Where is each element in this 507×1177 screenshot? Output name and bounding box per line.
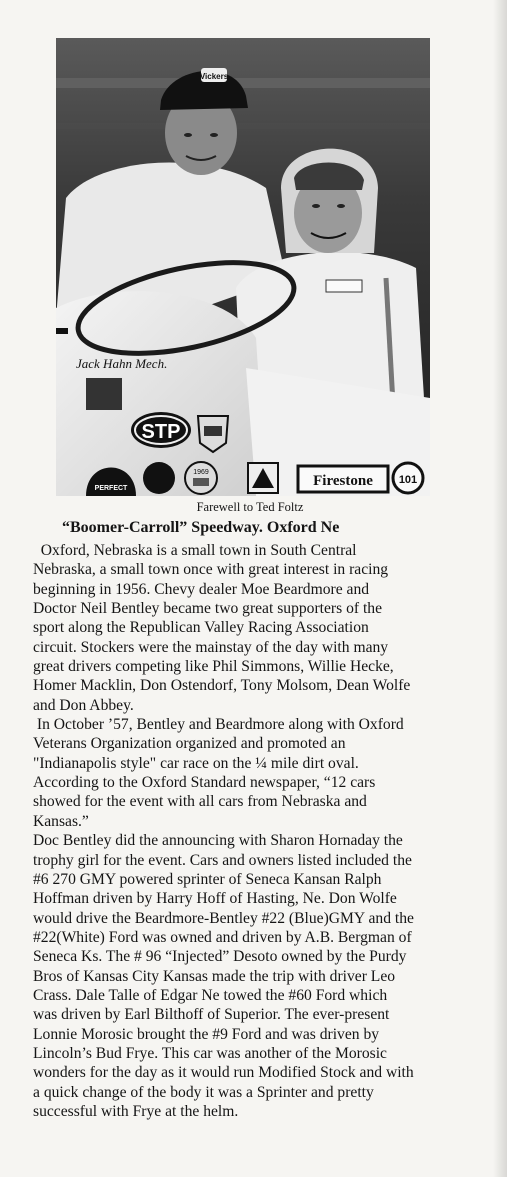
text-line: trophy girl for the event. Cars and owners listed included the [33, 851, 412, 869]
text-line: great drivers competing like Phil Simmons, Willie Hecke, [33, 658, 394, 676]
paragraph-2 [33, 715, 493, 831]
text-line: Doctor Neil Bentley became two great supporters of the [33, 600, 383, 618]
text-line: showed for the event with all cars from Nebraska and [33, 793, 367, 811]
round-decal-dark [143, 462, 175, 494]
article-body [33, 541, 493, 1121]
text-line: beginning in 1956. Chevy dealer Moe Beardmore and [33, 580, 370, 598]
text-line: circuit. Stockers were the mainstay of the day with many [33, 638, 389, 656]
text-line: successful with Frye at the helm. [33, 1102, 239, 1120]
text-line: was driven by Earl Bilthoff of Superior. The ever-present [33, 1006, 390, 1024]
article-headline: “Boomer-Carroll” Speedway. Oxford Ne [62, 519, 340, 536]
paragraph-1 [33, 541, 493, 715]
text-line: #22(White) Ford was owned and driven by A.B. Bergman of [33, 928, 412, 946]
firestone-decal [298, 466, 388, 492]
race-photo [56, 38, 430, 496]
text-line: Hoffman driven by Harry Hoff of Hasting, Ne. Don Wolfe [33, 890, 397, 908]
text-line: "Indianapolis style" car race on the ¼ mile dirt oval. [33, 754, 359, 772]
page-edge-shadow [493, 0, 507, 1177]
perfect-logo-text: PERFECT [94, 485, 128, 492]
year-decal-text: 1969 [193, 469, 209, 476]
text-line: Oxford, Nebraska is a small town in South Central [33, 542, 357, 559]
101-decal [393, 463, 423, 493]
text-line: Lincoln’s Bud Frye. This car was another of the Morosic [33, 1044, 387, 1062]
paragraph-3 [33, 831, 493, 1121]
text-line: In October ’57, Bentley and Beardmore along with Oxford [33, 716, 404, 734]
photo-caption: Farewell to Ted Foltz [196, 500, 304, 514]
text-line: Crass. Dale Talle of Edgar Ne towed the #60 Ford which [33, 986, 388, 1004]
stp-logo-text: STP [141, 421, 181, 443]
year-decal [185, 462, 217, 494]
text-line: would drive the Beardmore-Bentley #22 (Blue)GMY and the [33, 909, 414, 927]
text-line: Seneca Ks. The # 96 “Injected” Desoto owned by the Purdy [33, 948, 407, 966]
text-line: wonders for the day as it would run Modified Stock and with [33, 1064, 414, 1082]
text-line: a quick change of the body it was a Sprinter and pretty [33, 1083, 374, 1101]
text-line: and Don Abbey. [33, 696, 134, 714]
text-line: Lonnie Morosic brought the #9 Ford and was driven by [33, 1025, 380, 1043]
text-line: #6 270 GMY powered sprinter of Seneca Kansan Ralph [33, 870, 382, 888]
text-line: Nebraska, a small town once with great interest in racing [33, 561, 389, 579]
101-logo-text: 101 [398, 474, 418, 486]
firestone-logo-text: Firestone [313, 473, 373, 489]
text-line: sport along the Republican Valley Racing Association [33, 619, 369, 637]
text-line: Bros of Kansas City Kansas made the trip with driver Leo [33, 967, 396, 985]
arrow-decal [248, 463, 278, 493]
text-line: According to the Oxford Standard newspaper, “12 cars [33, 774, 376, 792]
text-line: Doc Bentley did the announcing with Sharon Hornaday the [33, 832, 403, 850]
stp-decal [131, 412, 191, 448]
car-lettering: Jack Hahn Mech. [76, 356, 168, 371]
text-line: Veterans Organization organized and promoted an [33, 735, 346, 753]
cap-logo: Vickers [199, 72, 229, 81]
text-line: Kansas.” [33, 812, 89, 830]
text-line: Homer Macklin, Don Ostendorf, Tony Molsom, Dean Wolfe [33, 677, 411, 695]
